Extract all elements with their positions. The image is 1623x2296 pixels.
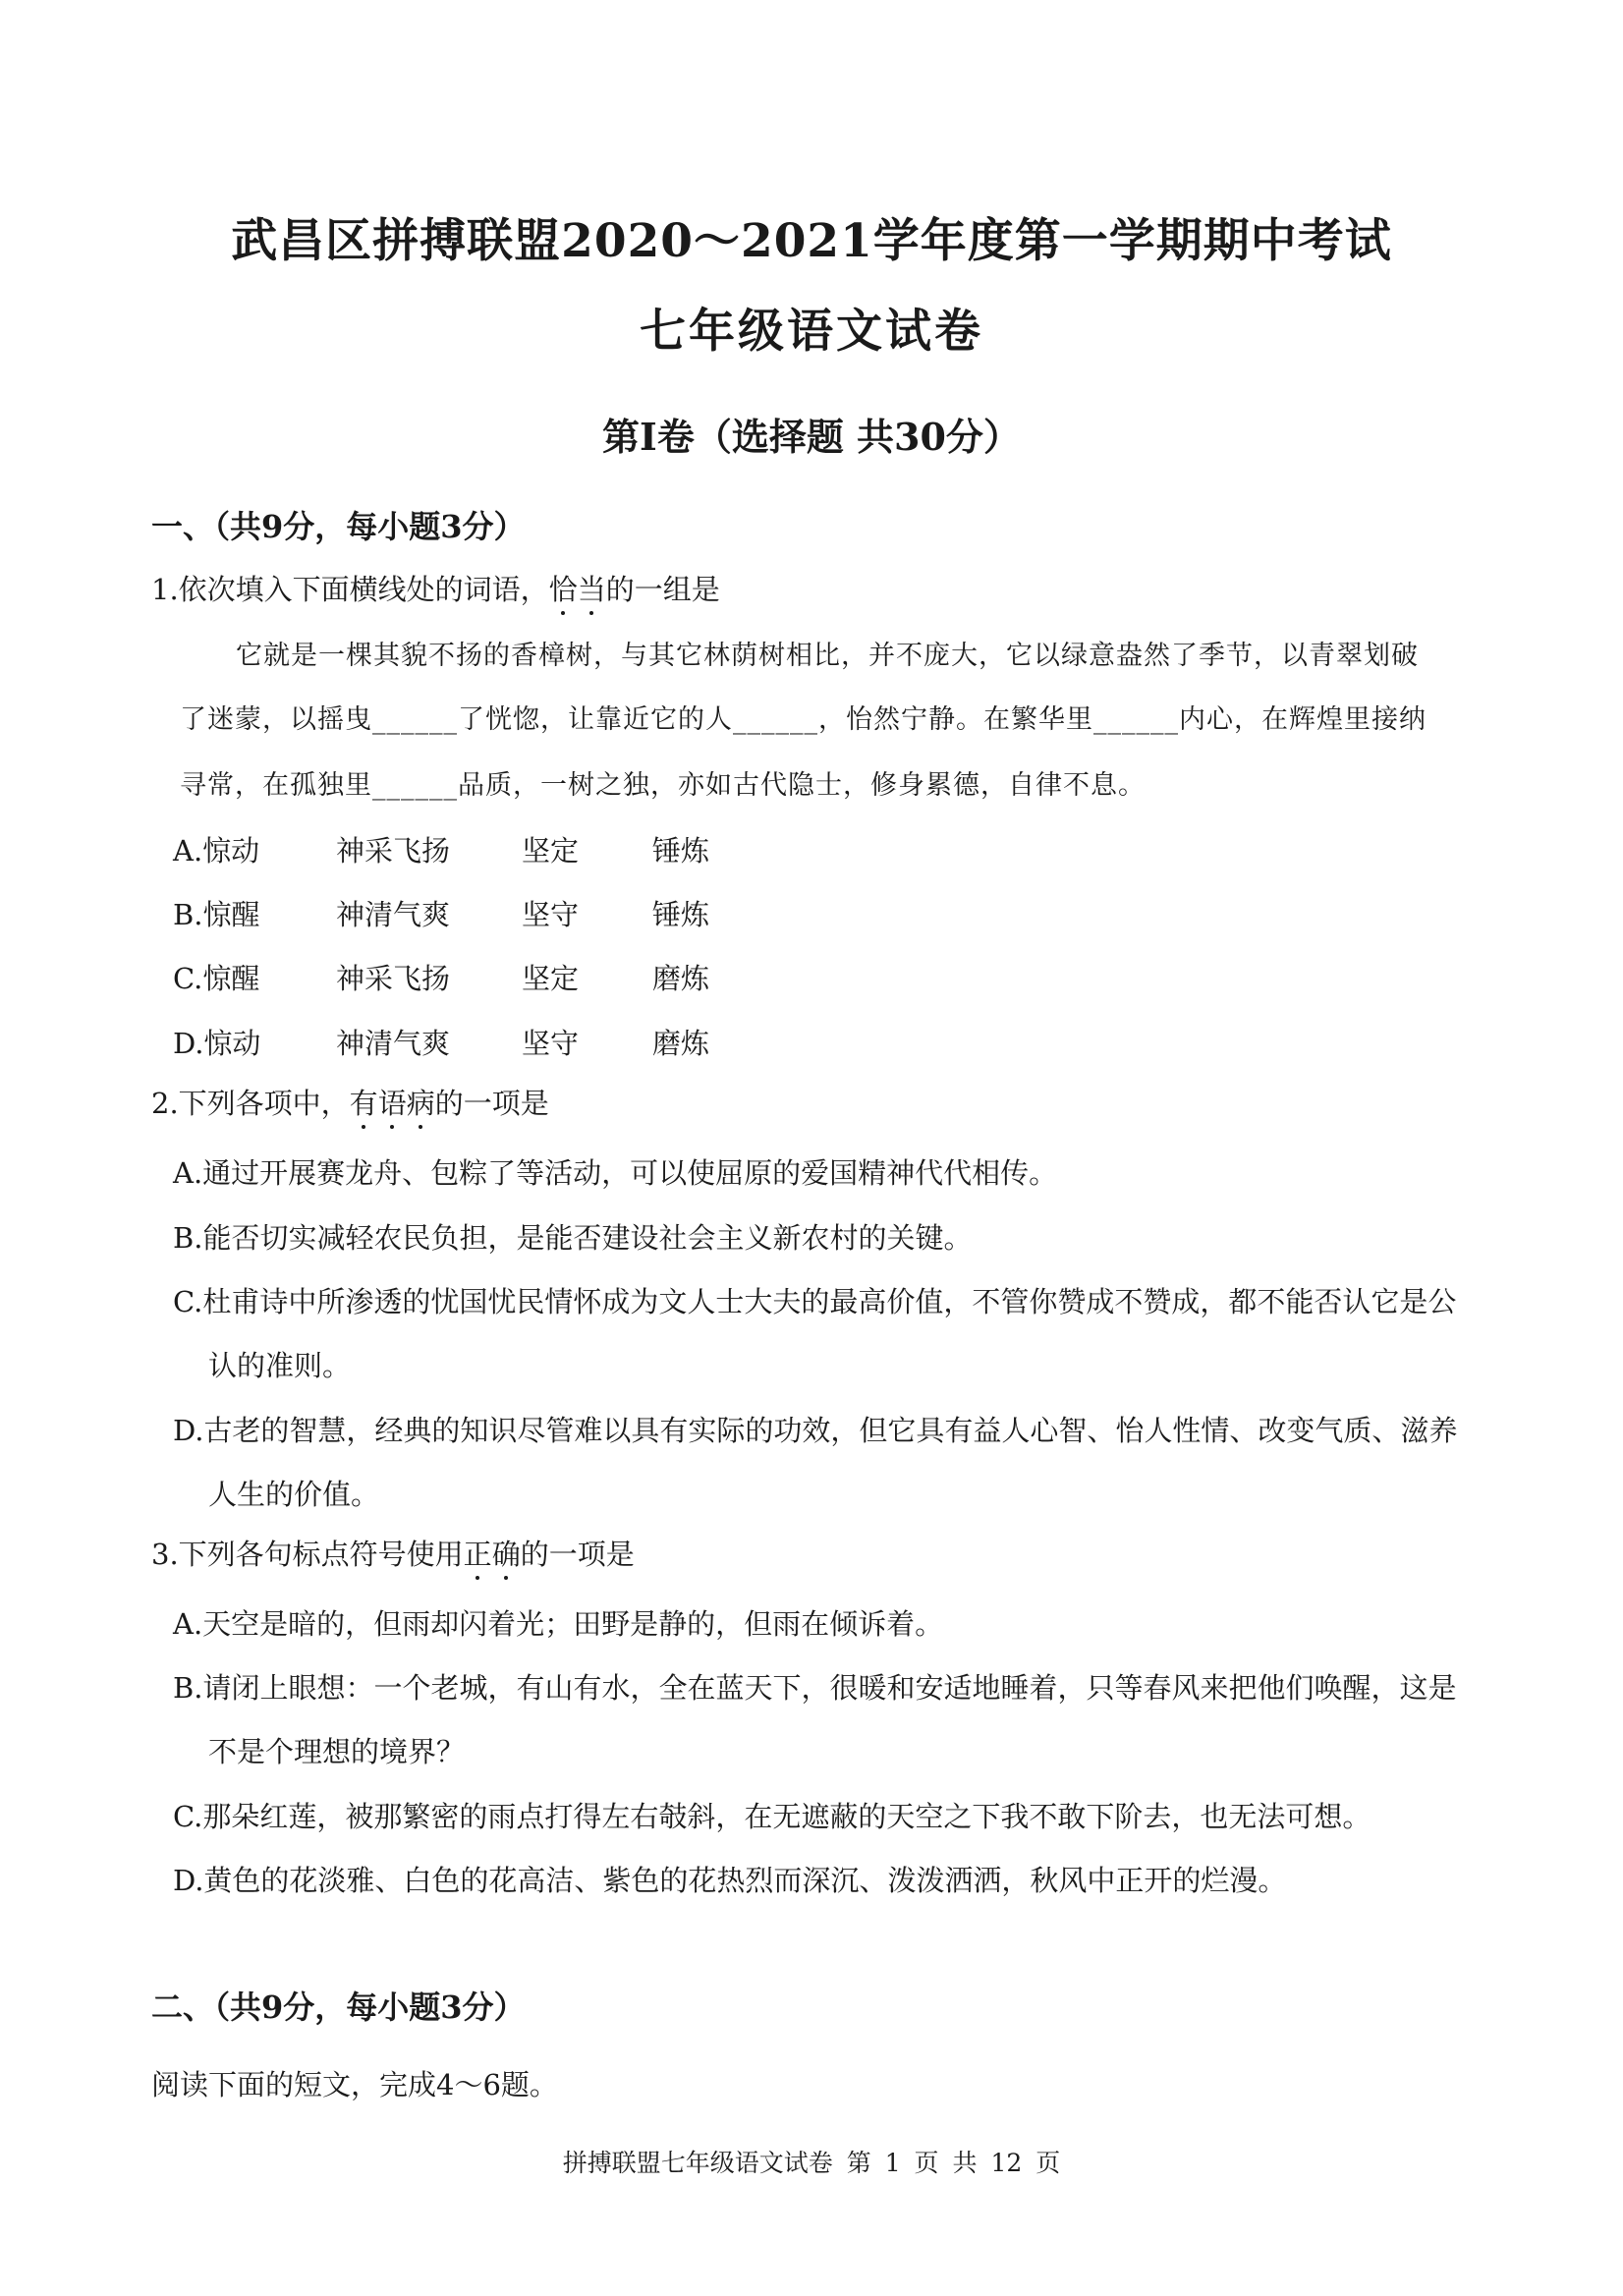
- page-footer: 拼搏联盟七年级语文试卷 第 1 页 共 12 页: [562, 2149, 1061, 2177]
- exam-page: 武昌区拼搏联盟2020～2021学年度第一学期期中考试 七年级语文试卷 第Ⅰ卷（选择题 共30分） 一、（共9分，每小题3分） 1.依次填入下面横线处的词语，恰当的一组是 它就是一棵其貌不扬的香樟树，与其它林荫树相比，并不庞大，它以绿意盎然了季节，以青翠划破 了迷蒙，以摇曳______了恍惚，让靠近它的人______，怡然宁静。在繁华里______内心，在辉煌里接纳 寻常，在孤独里______品质，一树之独，亦如古代隐士，修身累德，自律不息。 A.惊动 神采飞扬 坚定 锤炼 B.惊醒 神清气爽 坚守 锤炼 C.惊醒 神采飞扬 坚定 磨炼 D.惊动 神清气爽 坚守 磨炼 2.下列各项中，有语病的一项是 A.通过开展赛龙舟、包粽了等活动，可以使屈原的爱国精神代代相传。 B.能否切实减轻农民负担，是能否建设社会主义新农村的关键。 C.杜甫诗中所渗透的忧国忧民情怀成为文人士大夫的最高价值，不管你赞成不赞成，都不能否认它是公 认的准则。 D.古老的智慧，经典的知识尽管难以具有实际的功效，但它具有益人心智、怡人性情、改变气质、滋养 人生的价值。 3.下列各句标点符号使用正确的一项是 A.天空是暗的，但雨却闪着光；田野是静的，但雨在倾诉着。 B.请闭上眼想：一个老城，有山有水，全在蓝天下，很暖和安适地睡着，只等春风来把他们唤醒，这是 不是个理想的境界？ C.那朵红莲，被那繁密的雨点打得左右攲斜，在无遮蔽的天空之下我不敢下阶去，也无法可想。 D.黄色的花淡雅、白色的花高洁、紫色的花热烈而深沉、泼泼洒洒，秋风中正开的烂漫。 二、（共9分，每小题3分） 阅读下面的短文，完成4～6题。 拼搏联盟七年级语文试卷 第 1 页 共 12 页: [0, 0, 1623, 2296]
- q3-option-c: C.那朵红莲，被那繁密的雨点打得左右攲斜，在无遮蔽的天空之下我不敢下阶去，也无法可想。: [173, 1800, 1371, 1833]
- passage-line-2: 了迷蒙，以摇曳______了恍惚，让靠近它的人______，怡然宁静。在繁华里______内心，在辉煌里接纳: [180, 704, 1427, 735]
- q2-option-d: D.古老的智慧，经典的知识尽管难以具有实际的功效，但它具有益人心智、怡人性情、改变气质、滋养: [173, 1414, 1458, 1447]
- section2-intro: 阅读下面的短文，完成4～6题。: [151, 2068, 558, 2101]
- passage-line-3: 寻常，在孤独里______品质，一树之独，亦如古代隐士，修身累德，自律不息。: [180, 770, 1146, 801]
- question-2-stem: 2.下列各项中，有语病的一项是: [151, 1084, 549, 1123]
- q2-option-c: C.杜甫诗中所渗透的忧国忧民情怀成为文人士大夫的最高价值，不管你赞成不赞成，都不能否认它是公: [173, 1285, 1457, 1318]
- section1-heading: 一、（共9分，每小题3分）: [151, 508, 526, 545]
- exam-title: 武昌区拼搏联盟2020～2021学年度第一学期期中考试: [231, 214, 1392, 268]
- q2-option-c-cont: 认的准则。: [208, 1349, 352, 1382]
- part-title: 第Ⅰ卷（选择题 共30分）: [602, 415, 1021, 459]
- q3-option-a: A.天空是暗的，但雨却闪着光；田野是静的，但雨在倾诉着。: [173, 1607, 944, 1641]
- passage-line-1: 它就是一棵其貌不扬的香樟树，与其它林荫树相比，并不庞大，它以绿意盎然了季节，以青翠划破: [236, 641, 1419, 671]
- exam-subtitle: 七年级语文试卷: [640, 305, 983, 359]
- q2-option-b: B.能否切实减轻农民负担，是能否建设社会主义新农村的关键。: [173, 1221, 973, 1255]
- question-3-stem: 3.下列各句标点符号使用正确的一项是: [151, 1535, 635, 1574]
- q3-option-d: D.黄色的花淡雅、白色的花高洁、紫色的花热烈而深沉、泼泼洒洒，秋风中正开的烂漫。: [173, 1864, 1287, 1897]
- q3-option-b-cont: 不是个理想的境界？: [208, 1735, 466, 1768]
- q3-option-b: B.请闭上眼想：一个老城，有山有水，全在蓝天下，很暖和安适地睡着，只等春风来把他们唤醒，这是: [173, 1671, 1457, 1705]
- question-1-stem: 1.依次填入下面横线处的词语，恰当的一组是: [151, 570, 720, 609]
- section2-heading: 二、（共9分，每小题3分）: [151, 1988, 526, 2026]
- q2-option-d-cont: 人生的价值。: [208, 1478, 380, 1511]
- q2-option-a: A.通过开展赛龙舟、包粽了等活动，可以使屈原的爱国精神代代相传。: [173, 1156, 1058, 1190]
